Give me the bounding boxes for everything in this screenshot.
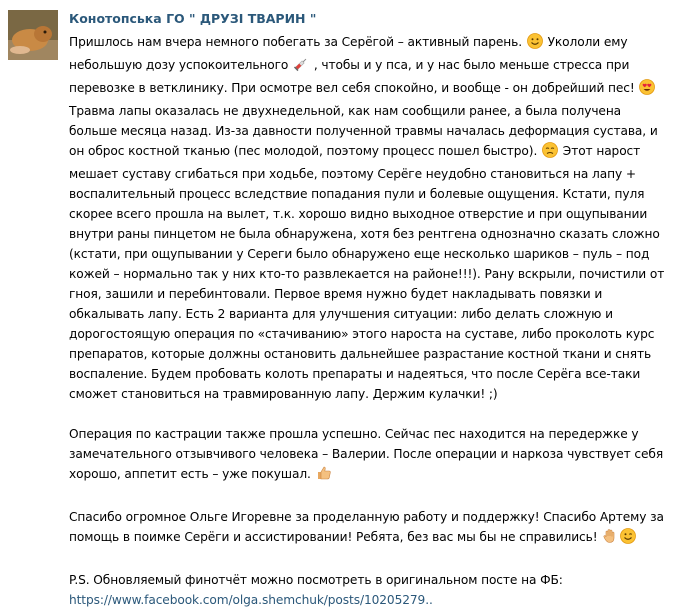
paragraph-4 [69, 570, 669, 610]
p1-sentence-2: Укололи ему небольшую дозу успокоительного [69, 35, 628, 72]
p1-sentence-3: , чтобы и у пса, и у нас было меньше стресса при перевозке в ветклинику. При осмотре вел себя спокойно, и вообще - он добрейший пес! [69, 58, 635, 95]
post-text [69, 32, 669, 610]
p3-text: Спасибо огромное Ольге Игоревне за проделанную работу и поддержку! Спасибо Артему за помощь в поимке Серёги и ассистировании! Ребята, без вас мы бы не справились! [69, 510, 664, 544]
heart-eyes-emoji-icon [639, 79, 655, 101]
paragraph-3 [69, 507, 669, 550]
p4-text: P.S. Обновляемый финотчёт можно посмотреть в оригинальном посте на ФБ: [69, 573, 563, 587]
author-name-link[interactable]: Конотопська ГО " ДРУЗІ ТВАРИН " [69, 11, 317, 26]
smile-emoji-icon [527, 33, 543, 55]
p1-sentence-5: Этот нарост мешает суставу сгибаться при ходьбе, поэтому Серёге неудобно становиться на лапу + воспалительный процесс вследствие попадания пули и болевые ощущения. Кстати, пуля скорее всего прошла на вылет, т.к. хорошо видно выходное отверстие и при ощупывании внутри раны пинцетом не была обнаружена, хотя без рентгена однозначно сказать сложно (кстати, при ощупывании у Сереги было обнаружено еще несколько шариков – пуль – под кожей – нормально так у них кто-то развлекается на районе!!!). Рану вскрыли, почистили от гноя, зашили и перебинтовали. Первое время нужно будет накладывать повязки и обкалывать лапу. Есть 2 варианта для улучшения ситуации: либо делать сложную и дорогостоящую операция по «стачиванию» этого нароста на суставе, либо проколоть курс препаратов, которые должны остановить дальнейшее разрастание костной ткани и снять воспаление. Будем пробовать колоть препараты и надеяться, что после Серёга все-таки сможет становиться на травмированную лапу. Держим кулачки! ;) [69, 144, 665, 401]
wink-emoji-icon [620, 528, 636, 550]
raised-hand-emoji-icon [602, 528, 618, 550]
thumbs-up-emoji-icon [316, 465, 332, 487]
p1-sentence-4: Травма лапы оказалась не двухнедельной, как нам сообщили ранее, а была получена больше месяца назад. Из-за давности полученной травмы началась деформация сустава, и он оброс костной тканью (пес молодой, поэтому процесс пошел быстро). [69, 104, 658, 158]
p1-sentence-1: Пришлось нам вчера немного побегать за Серёгой – активный парень. [69, 35, 523, 49]
sad-emoji-icon [542, 142, 558, 164]
p2-text: Операция по кастрации также прошла успешно. Сейчас пес находится на передержке у замечательного отзывчивого человека – Валерии. После операции и наркоза чувствует себя хорошо, аппетит есть – уже покушал. [69, 427, 664, 481]
syringe-emoji-icon [293, 56, 309, 78]
paragraph-2 [69, 424, 669, 487]
author-avatar[interactable] [8, 10, 58, 60]
facebook-post-link[interactable]: https://www.facebook.com/olga.shemchuk/posts/10205279.. [69, 593, 433, 607]
paragraph-1 [69, 32, 669, 404]
